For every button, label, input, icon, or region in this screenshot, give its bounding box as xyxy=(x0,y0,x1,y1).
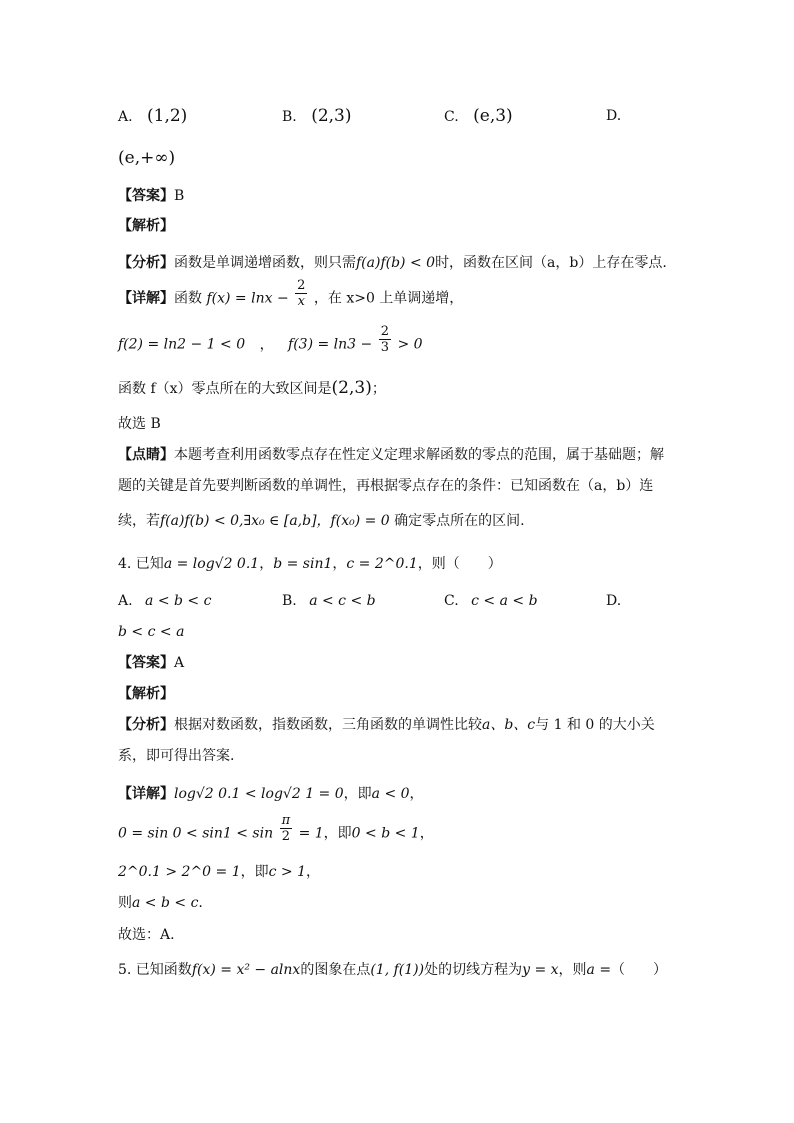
text: 根据对数函数，指数函数，三角函数的单调性比较 xyxy=(174,717,482,733)
q4-analysis xyxy=(118,684,174,704)
text: 与 1 和 0 的大小关 xyxy=(535,717,655,733)
fraction xyxy=(379,324,391,355)
text: 函数 f（x）零点所在的大致区间是 xyxy=(118,381,332,397)
option-label: A. xyxy=(118,109,133,125)
formula: − xyxy=(276,290,289,307)
text: ，即 xyxy=(343,786,372,802)
option-label: B. xyxy=(282,593,297,609)
answer-value: B xyxy=(174,188,185,204)
option-value: (2,3) xyxy=(311,106,352,126)
q4-exp xyxy=(118,862,320,882)
formula: a = log√2 0.1 xyxy=(163,556,260,572)
formula: 0 = sin 0 < sin1 < sin xyxy=(118,825,274,842)
q3-dianjing-line-1 xyxy=(118,445,664,465)
formula: a < b < c xyxy=(132,895,199,911)
formula: f(2) = ln2 − 1 < 0 xyxy=(118,336,246,353)
answer-tag: 【答案】 xyxy=(118,188,174,204)
separator: ， xyxy=(332,556,347,572)
option-value: (1,2) xyxy=(147,106,188,126)
option-value: b < c < a xyxy=(118,624,185,640)
option-value: c < a < b xyxy=(471,593,538,609)
option-value: a < c < b xyxy=(309,593,376,609)
option-label: B. xyxy=(282,109,297,125)
formula: = 1 xyxy=(298,825,324,842)
text: 本题考查利用函数零点存在性定义定理求解函数的零点的范围，属于基础题；解 xyxy=(174,447,664,463)
q4-answer xyxy=(118,653,184,673)
denominator: 3 xyxy=(380,340,389,355)
q4-option-d xyxy=(606,591,621,611)
q4-xiangjie xyxy=(118,784,424,804)
q3-option-b xyxy=(282,106,352,127)
numerator: 2 xyxy=(380,324,389,339)
formula: c > 1 xyxy=(268,864,307,880)
text: ，即 xyxy=(323,825,352,842)
text: 的图象在点 xyxy=(300,962,371,978)
dianjing-tag: 【点睛】 xyxy=(118,447,174,463)
formula: b = sin1 xyxy=(273,556,333,572)
text: ，即 xyxy=(240,864,269,880)
denominator: x xyxy=(297,294,305,309)
q4-option-d-value xyxy=(118,622,184,642)
formula: c = 2^0.1 xyxy=(346,556,418,572)
text: 5. 已知函数 xyxy=(118,962,192,978)
xiangjie-tag: 【详解】 xyxy=(118,290,174,307)
analysis-tag: 【解析】 xyxy=(118,686,174,702)
formula: (2,3) xyxy=(331,378,372,398)
fenxi-tag: 【分析】 xyxy=(118,717,174,733)
formula: f(a)f(b) < 0 xyxy=(356,255,436,271)
formula: 0 < b < 1 xyxy=(351,825,420,842)
option-label: C. xyxy=(444,593,459,609)
numerator: π xyxy=(281,813,291,828)
formula: x xyxy=(264,290,273,307)
q3-answer xyxy=(118,186,184,206)
q4-option-a xyxy=(118,591,211,611)
text: 故选：A. xyxy=(118,927,175,943)
option-label: C. xyxy=(444,109,459,125)
q5-stem xyxy=(118,960,667,980)
formula: > 0 xyxy=(397,336,423,353)
text: ， xyxy=(306,864,321,880)
analysis-tag: 【解析】 xyxy=(118,218,174,234)
text: . xyxy=(198,895,203,911)
option-label: D. xyxy=(606,593,622,609)
text: 题的关键是首先要判断函数的单调性，再根据零点存在的条件：已知函数在（a，b）连 xyxy=(118,478,654,494)
q3-option-d-value xyxy=(118,148,175,169)
formula: f(x) = ln xyxy=(206,290,265,307)
q3-select xyxy=(118,414,161,434)
q3-calc xyxy=(118,324,423,355)
formula: f(x) = x² − alnx xyxy=(191,962,301,978)
text: ，在 x>0 上单调递增， xyxy=(313,290,464,307)
q3-option-c xyxy=(444,106,513,127)
q3-option-a xyxy=(118,106,187,127)
q4-sin xyxy=(118,813,434,844)
text: 时，函数在区间（a，b）上存在零点. xyxy=(435,255,667,271)
option-value: (e,3) xyxy=(473,106,513,126)
text: 则 xyxy=(118,895,132,911)
text: ； xyxy=(371,381,386,397)
formula: a = xyxy=(586,962,612,978)
q3-analysis xyxy=(118,216,174,236)
text: 处的切线方程为 xyxy=(424,962,523,978)
text: 函数是单调递增函数，则只需 xyxy=(174,255,356,271)
text: ，则（ ） xyxy=(417,556,502,572)
fenxi-tag: 【分析】 xyxy=(118,255,174,271)
fraction xyxy=(295,278,307,309)
q3-conclusion xyxy=(118,378,386,399)
formula: f(a)f(b) < 0,∃x₀ ∈ [a,b]，f(x₀) = 0 xyxy=(160,513,390,529)
option-label: D. xyxy=(606,108,622,124)
formula: a、b、c xyxy=(482,717,536,733)
formula: log√2 0.1 < log√2 1 = 0 xyxy=(174,786,344,802)
formula: y = x xyxy=(522,962,559,978)
q4-option-b xyxy=(282,591,376,611)
q3-dianjing-line-2 xyxy=(118,476,653,496)
text: 续，若 xyxy=(118,513,160,529)
option-value: a < b < c xyxy=(145,593,212,609)
q3-option-d xyxy=(606,106,621,126)
q4-stem xyxy=(118,554,502,574)
answer-value: A xyxy=(174,655,185,671)
formula: (1, f(1)) xyxy=(370,962,425,978)
q4-option-c xyxy=(444,591,538,611)
text: 系，即可得出答案. xyxy=(118,748,235,764)
text: 函数 xyxy=(174,290,202,307)
q4-fenxi-line-2 xyxy=(118,746,234,766)
option-label: A. xyxy=(118,593,133,609)
q3-xiangjie xyxy=(118,278,464,309)
formula: a < 0 xyxy=(371,786,410,802)
option-value: (e,+∞) xyxy=(118,148,176,168)
q4-select xyxy=(118,925,175,945)
q3-dianjing-line-3 xyxy=(118,511,525,531)
denominator: 2 xyxy=(281,829,290,844)
separator: ， xyxy=(259,336,274,353)
formula: 2^0.1 > 2^0 = 1 xyxy=(118,864,241,880)
answer-tag: 【答案】 xyxy=(118,655,174,671)
formula: f(3) = ln3 − xyxy=(288,336,373,353)
text: 确定零点所在的区间. xyxy=(394,513,525,529)
text: ，则 xyxy=(558,962,587,978)
fraction xyxy=(280,813,293,844)
separator: ， xyxy=(259,556,274,572)
xiangjie-tag: 【详解】 xyxy=(118,786,174,802)
q3-fenxi xyxy=(118,253,667,273)
text: ， xyxy=(409,786,424,802)
numerator: 2 xyxy=(297,278,306,293)
text: ， xyxy=(419,825,434,842)
text: 4. 已知 xyxy=(118,556,164,572)
q4-conclusion xyxy=(118,893,203,913)
text: 故选 B xyxy=(118,416,161,432)
q4-fenxi-line-1 xyxy=(118,715,655,735)
text: （ ） xyxy=(611,962,668,978)
